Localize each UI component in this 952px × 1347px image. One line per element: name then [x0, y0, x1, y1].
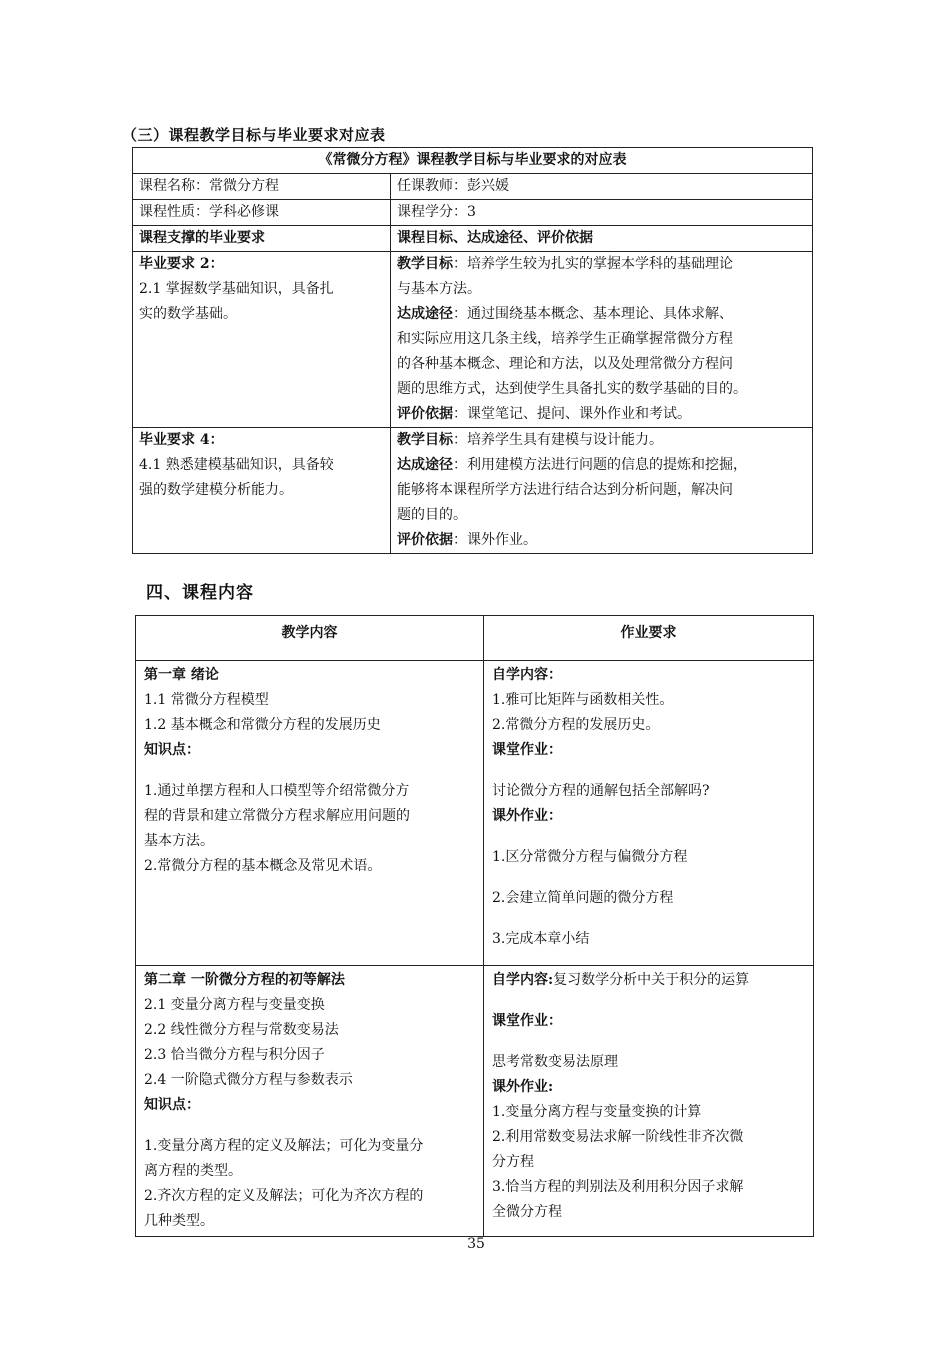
requirement-4-objectives	[391, 428, 813, 554]
chapter-1-homework	[484, 661, 814, 966]
homework-item: 分方程	[492, 1154, 534, 1170]
chapter-1-content	[136, 661, 484, 966]
path-text: 的各种基本概念、理论和方法，以及处理常微分方程问	[397, 356, 733, 372]
chapter-2-title: 第二章 一阶微分方程的初等解法	[144, 972, 345, 988]
requirement-2-line: 实的数学基础。	[139, 306, 237, 322]
chapter-2-item: 2.4 一阶隐式微分方程与参数表示	[144, 1072, 353, 1088]
requirement-2-row	[133, 252, 813, 428]
goal-text: ：培养学生具有建模与设计能力。	[453, 432, 663, 448]
course-name: 课程名称：常微分方程	[133, 174, 391, 200]
content-header: 教学内容	[136, 616, 484, 661]
goal-label: 教学目标	[397, 256, 453, 272]
homework-label: 课外作业：	[492, 808, 562, 824]
knowledge-points-label: 知识点：	[144, 1097, 200, 1113]
knowledge-point-line: 2.齐次方程的定义及解法；可化为齐次方程的	[144, 1188, 424, 1204]
course-teacher: 任课教师：彭兴媛	[391, 174, 813, 200]
class-work-label: 课堂作业：	[492, 742, 562, 758]
goal-text: ：培养学生较为扎实的掌握本学科的基础理论	[453, 256, 733, 272]
requirement-2-objectives	[391, 252, 813, 428]
knowledge-point-line: 基本方法。	[144, 833, 214, 849]
knowledge-point-line: 离方程的类型。	[144, 1163, 242, 1179]
chapter-2-homework	[484, 966, 814, 1237]
col-left-header: 课程支撑的毕业要求	[133, 226, 391, 252]
homework-label: 课外作业:	[492, 1079, 554, 1095]
self-study-item: 1.雅可比矩阵与函数相关性。	[492, 692, 674, 708]
class-work-text: 讨论微分方程的通解包括全部解吗?	[492, 783, 710, 799]
path-text: 和实际应用这几条主线，培养学生正确掌握常微分方程	[397, 331, 733, 347]
homework-header: 作业要求	[484, 616, 814, 661]
chapter-1-item: 1.1 常微分方程模型	[144, 692, 269, 708]
chapter-2-item: 2.1 变量分离方程与变量变换	[144, 997, 325, 1013]
path-text: ：通过围绕基本概念、基本理论、具体求解、	[453, 306, 733, 322]
goal-label: 教学目标	[397, 432, 453, 448]
requirement-2-cell	[133, 252, 391, 428]
goal-text: 与基本方法。	[397, 281, 481, 297]
eval-text: ：课堂笔记、提问、课外作业和考试。	[453, 406, 691, 422]
self-study-item: 2.常微分方程的发展历史。	[492, 717, 660, 733]
course-credits: 课程学分：3	[391, 200, 813, 226]
knowledge-point-line: 2.常微分方程的基本概念及常见术语。	[144, 858, 382, 874]
requirement-4-title: 毕业要求 4：	[139, 432, 224, 448]
path-label: 达成途径	[397, 306, 453, 322]
knowledge-point-line: 程的背景和建立常微分方程求解应用问题的	[144, 808, 410, 824]
homework-item: 3.完成本章小结	[492, 931, 590, 947]
class-work-text: 思考常数变易法原理	[492, 1054, 618, 1070]
knowledge-point-line: 1.通过单摆方程和人口模型等介绍常微分方	[144, 783, 410, 799]
path-label: 达成途径	[397, 457, 453, 473]
chapter-1-row	[136, 661, 814, 966]
eval-label: 评价依据	[397, 532, 453, 548]
self-study-label: 自学内容：	[492, 667, 562, 683]
requirement-2-title: 毕业要求 2：	[139, 256, 224, 272]
eval-label: 评价依据	[397, 406, 453, 422]
requirement-4-row	[133, 428, 813, 554]
path-text: 题的思维方式，达到使学生具备扎实的数学基础的目的。	[397, 381, 747, 397]
chapter-2-item: 2.2 线性微分方程与常数变易法	[144, 1022, 339, 1038]
course-type: 课程性质：学科必修课	[133, 200, 391, 226]
knowledge-points-label: 知识点：	[144, 742, 200, 758]
homework-item: 2.利用常数变易法求解一阶线性非齐次微	[492, 1129, 744, 1145]
path-text: 能够将本课程所学方法进行结合达到分析问题，解决问	[397, 482, 733, 498]
knowledge-point-line: 几种类型。	[144, 1213, 214, 1229]
chapter-1-item: 1.2 基本概念和常微分方程的发展历史	[144, 717, 381, 733]
homework-item: 1.区分常微分方程与偏微分方程	[492, 849, 688, 865]
homework-item: 1.变量分离方程与变量变换的计算	[492, 1104, 702, 1120]
chapter-1-title: 第一章 绪论	[144, 667, 219, 683]
homework-item: 3.恰当方程的判别法及利用积分因子求解	[492, 1179, 744, 1195]
chapter-2-content	[136, 966, 484, 1237]
homework-item: 2.会建立简单问题的微分方程	[492, 890, 674, 906]
homework-item: 全微分方程	[492, 1204, 562, 1220]
page-number: 35	[467, 1236, 485, 1252]
path-text: ：利用建模方法进行问题的信息的提炼和挖掘，	[453, 457, 747, 473]
requirement-4-line: 4.1 熟悉建模基础知识，具备较	[139, 457, 334, 473]
requirement-4-cell	[133, 428, 391, 554]
self-study-text: 复习数学分析中关于积分的运算	[553, 972, 750, 988]
path-text: 题的目的。	[397, 507, 467, 523]
col-right-header: 课程目标、达成途径、评价依据	[391, 226, 813, 252]
class-work-label: 课堂作业：	[492, 1013, 562, 1029]
section-4-title: 四、课程内容	[146, 583, 254, 603]
knowledge-point-line: 1.变量分离方程的定义及解法；可化为变量分	[144, 1138, 424, 1154]
course-content-table	[135, 615, 814, 1237]
chapter-2-row	[136, 966, 814, 1237]
objectives-table	[132, 147, 813, 554]
eval-text: ：课外作业。	[453, 532, 537, 548]
requirement-2-line: 2.1 掌握数学基础知识，具备扎	[139, 281, 334, 297]
section-3-title: （三）课程教学目标与毕业要求对应表	[122, 126, 386, 144]
chapter-2-item: 2.3 恰当微分方程与积分因子	[144, 1047, 325, 1063]
self-study-label: 自学内容:	[492, 972, 554, 988]
requirement-4-line: 强的数学建模分析能力。	[139, 482, 293, 498]
objectives-table-title: 《常微分方程》课程教学目标与毕业要求的对应表	[133, 148, 813, 174]
